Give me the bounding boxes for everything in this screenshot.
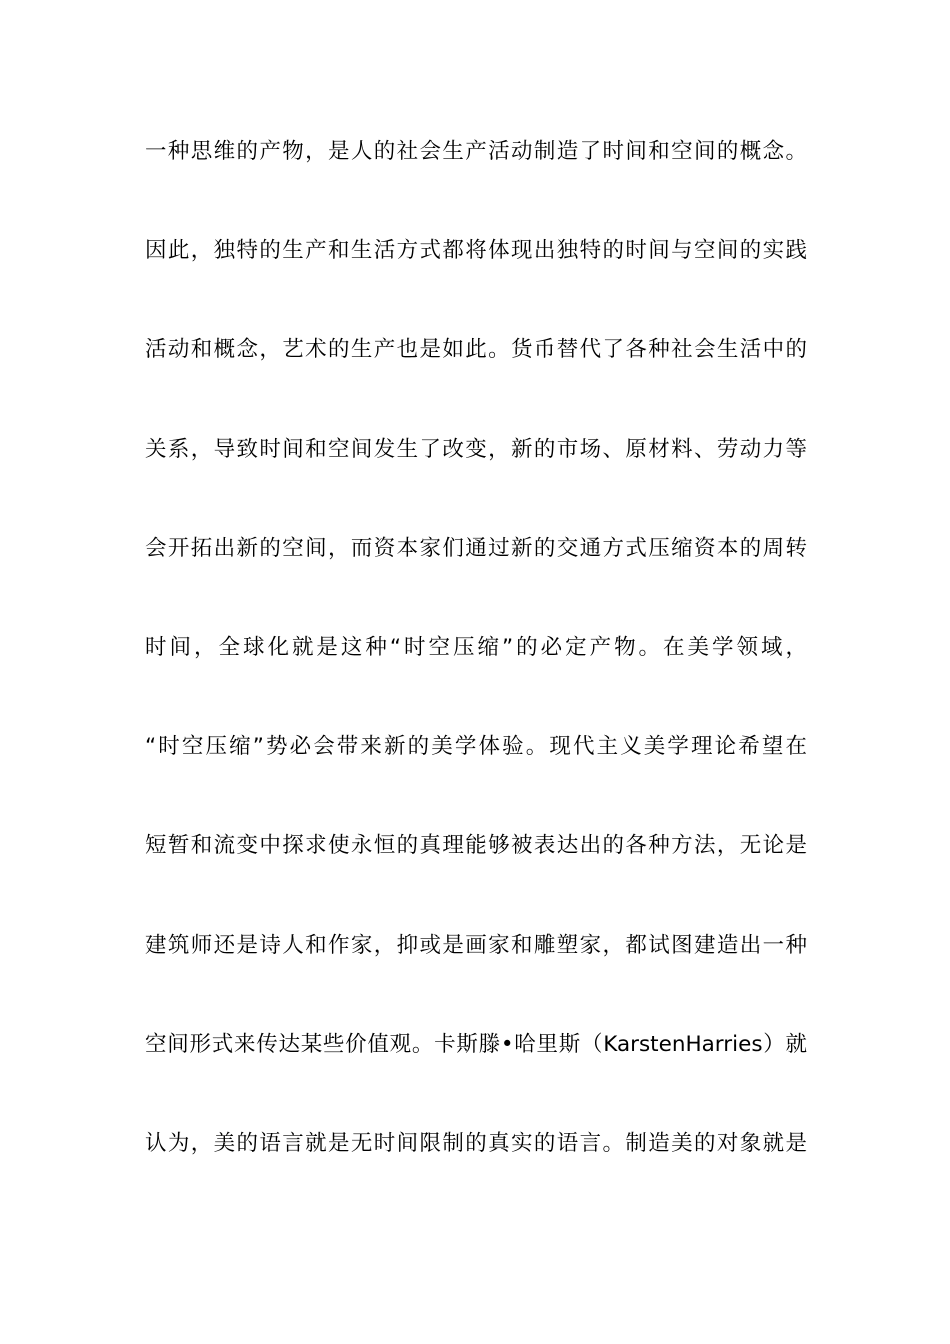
text-line: 时间，全球化就是这种“时空压缩”的必定产物。在美学领域， bbox=[145, 634, 807, 660]
text-line: 建筑师还是诗人和作家，抑或是画家和雕塑家，都试图建造出一种 bbox=[145, 932, 807, 958]
text-line: 短暂和流变中探求使永恒的真理能够被表达出的各种方法，无论是 bbox=[145, 833, 807, 859]
text-line: 会开拓出新的空间，而资本家们通过新的交通方式压缩资本的周转 bbox=[145, 535, 807, 561]
text-line: 一种思维的产物，是人的社会生产活动制造了时间和空间的概念。 bbox=[145, 139, 807, 164]
text-line: “时空压缩”势必会带来新的美学体验。现代主义美学理论希望在 bbox=[145, 734, 807, 760]
text-line: 认为，美的语言就是无时间限制的真实的语言。制造美的对象就是 bbox=[145, 1130, 807, 1156]
text-line: 因此，独特的生产和生活方式都将体现出独特的时间与空间的实践 bbox=[145, 238, 807, 264]
text-line: 关系，导致时间和空间发生了改变，新的市场、原材料、劳动力等 bbox=[145, 436, 807, 462]
body-text bbox=[145, 132, 807, 1223]
text-line: 活动和概念，艺术的生产也是如此。货币替代了各种社会生活中的 bbox=[145, 337, 807, 363]
text-line: 空间形式来传达某些价值观。卡斯滕•哈里斯（KarstenHarries）就 bbox=[145, 1031, 807, 1057]
